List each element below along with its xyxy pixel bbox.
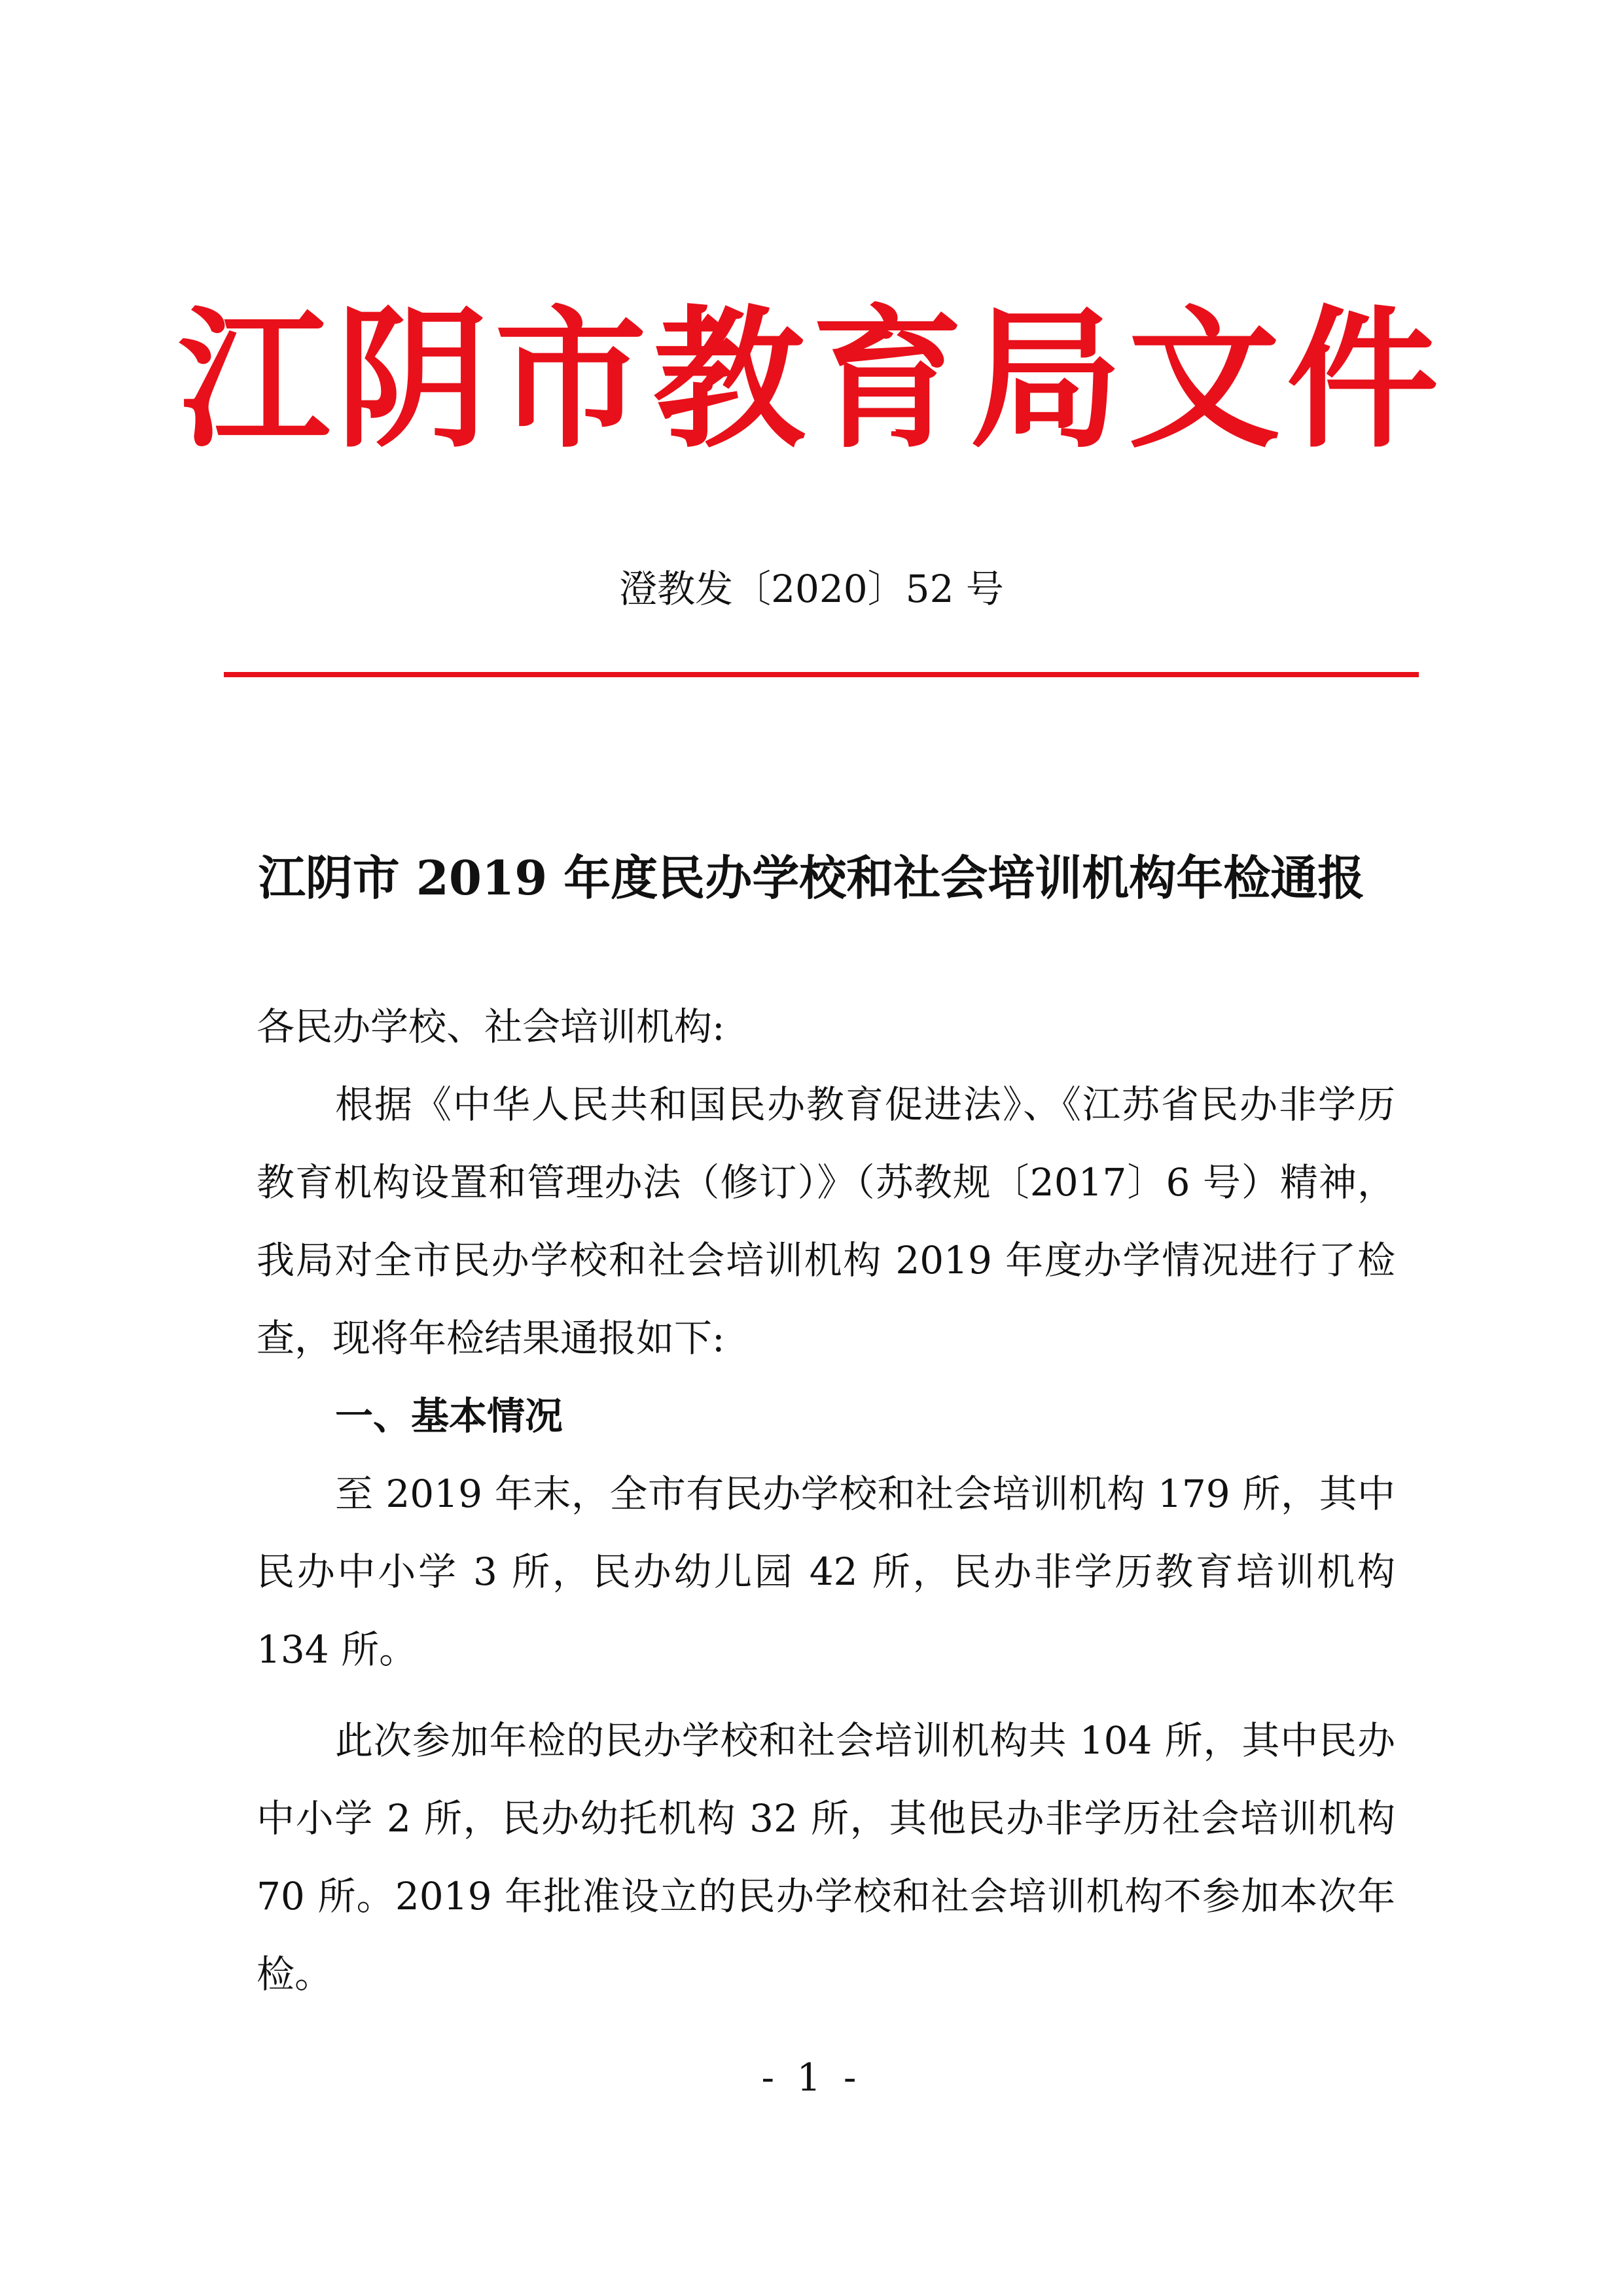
document-number: 澄教发〔2020〕52 号 (619, 567, 1004, 611)
section-heading-basic-situation: 一、基本情况 (335, 1394, 563, 1438)
section-1-paragraph-2: 此次参加年检的民办学校和社会培训机构共 104 所，其中民办中小学 2 所，民办幼托机构 32 所，其他民办非学历社会培训机构 70 所。2019 年批准设立的民办学校和社会培训机构不参加本次年检。 (257, 1718, 1395, 1996)
red-divider-line (224, 672, 1419, 677)
intro-paragraph: 根据《中华人民共和国民办教育促进法》、《江苏省民办非学历教育机构设置和管理办法（修订）》（苏教规〔2017〕6 号）精神，我局对全市民办学校和社会培训机构 2019 年度办学情况进行了检查，现将年检结果通报如下: (257, 1082, 1395, 1360)
document-title: 江阴市 2019 年度民办学校和社会培训机构年检通报 (258, 850, 1365, 906)
document-body (257, 988, 1395, 2013)
section-1-paragraph-1: 至 2019 年末，全市有民办学校和社会培训机构 179 所，其中民办中小学 3 所，民办幼儿园 42 所，民办非学历教育培训机构 134 所。 (257, 1472, 1395, 1672)
page-number: - 1 - (761, 2055, 862, 2100)
salutation: 各民办学校、社会培训机构: (257, 1004, 725, 1049)
masthead-title: 江阴市教育局文件 (177, 290, 1445, 468)
